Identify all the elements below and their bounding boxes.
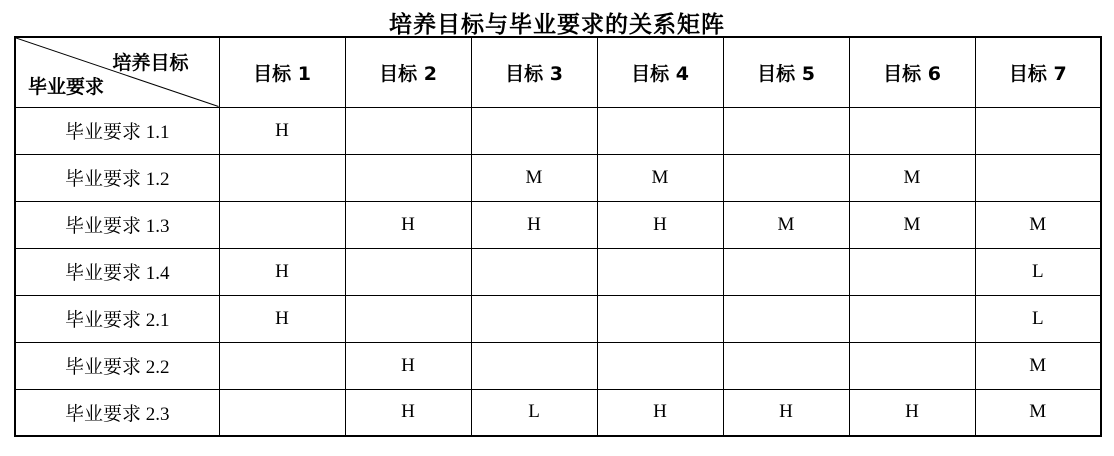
table-row	[15, 201, 1101, 248]
column-header-goal-7: 目标 7	[975, 37, 1101, 107]
matrix-cell: H	[345, 389, 471, 436]
matrix-cell	[471, 295, 597, 342]
matrix-cell: H	[219, 295, 345, 342]
matrix-cell	[849, 107, 975, 154]
matrix-cell	[219, 342, 345, 389]
matrix-cell: H	[597, 201, 723, 248]
matrix-cell: H	[597, 389, 723, 436]
matrix-cell	[975, 154, 1101, 201]
matrix-cell	[219, 201, 345, 248]
matrix-cell	[345, 107, 471, 154]
row-label: 毕业要求 1.4	[15, 248, 219, 295]
matrix-cell: H	[849, 389, 975, 436]
matrix-cell: M	[597, 154, 723, 201]
matrix-cell: M	[975, 389, 1101, 436]
table-row	[15, 342, 1101, 389]
matrix-cell	[723, 154, 849, 201]
matrix-cell: M	[849, 201, 975, 248]
matrix-cell: M	[975, 201, 1101, 248]
matrix-cell	[471, 248, 597, 295]
matrix-cell	[597, 107, 723, 154]
relationship-matrix-table	[14, 36, 1102, 437]
row-label: 毕业要求 2.1	[15, 295, 219, 342]
matrix-cell: L	[975, 295, 1101, 342]
column-header-goal-1: 目标 1	[219, 37, 345, 107]
matrix-cell	[723, 342, 849, 389]
matrix-cell: M	[975, 342, 1101, 389]
row-label: 毕业要求 1.1	[15, 107, 219, 154]
table-row	[15, 248, 1101, 295]
column-header-goal-5: 目标 5	[723, 37, 849, 107]
matrix-cell	[975, 107, 1101, 154]
row-label: 毕业要求 2.2	[15, 342, 219, 389]
matrix-cell: M	[849, 154, 975, 201]
column-header-goal-6: 目标 6	[849, 37, 975, 107]
matrix-cell	[345, 248, 471, 295]
matrix-cell	[345, 295, 471, 342]
matrix-cell: H	[219, 107, 345, 154]
table-row	[15, 154, 1101, 201]
column-header-goal-4: 目标 4	[597, 37, 723, 107]
matrix-cell	[723, 107, 849, 154]
matrix-cell	[849, 295, 975, 342]
column-header-goal-2: 目标 2	[345, 37, 471, 107]
matrix-cell	[597, 342, 723, 389]
corner-bottom-label: 毕业要求	[28, 75, 105, 98]
matrix-cell: H	[723, 389, 849, 436]
matrix-cell: H	[471, 201, 597, 248]
matrix-cell	[849, 248, 975, 295]
row-label: 毕业要求 1.3	[15, 201, 219, 248]
page-title: 培养目标与毕业要求的关系矩阵	[389, 12, 725, 38]
matrix-cell	[345, 154, 471, 201]
matrix-cell: H	[219, 248, 345, 295]
matrix-cell	[849, 342, 975, 389]
matrix-cell	[723, 295, 849, 342]
row-label: 毕业要求 1.2	[15, 154, 219, 201]
matrix-cell: H	[345, 342, 471, 389]
matrix-cell: M	[723, 201, 849, 248]
matrix-cell	[597, 248, 723, 295]
corner-header-cell	[15, 37, 219, 107]
matrix-cell: L	[975, 248, 1101, 295]
matrix-cell	[471, 107, 597, 154]
table-row	[15, 107, 1101, 154]
matrix-cell	[597, 295, 723, 342]
matrix-cell: L	[471, 389, 597, 436]
column-header-goal-3: 目标 3	[471, 37, 597, 107]
matrix-cell	[471, 342, 597, 389]
matrix-cell	[219, 154, 345, 201]
matrix-cell	[723, 248, 849, 295]
corner-top-label: 培养目标	[112, 52, 189, 74]
matrix-cell: H	[345, 201, 471, 248]
row-label: 毕业要求 2.3	[15, 389, 219, 436]
matrix-cell	[219, 389, 345, 436]
table-row	[15, 295, 1101, 342]
matrix-cell: M	[471, 154, 597, 201]
table-row	[15, 389, 1101, 436]
header-row	[15, 37, 1101, 107]
